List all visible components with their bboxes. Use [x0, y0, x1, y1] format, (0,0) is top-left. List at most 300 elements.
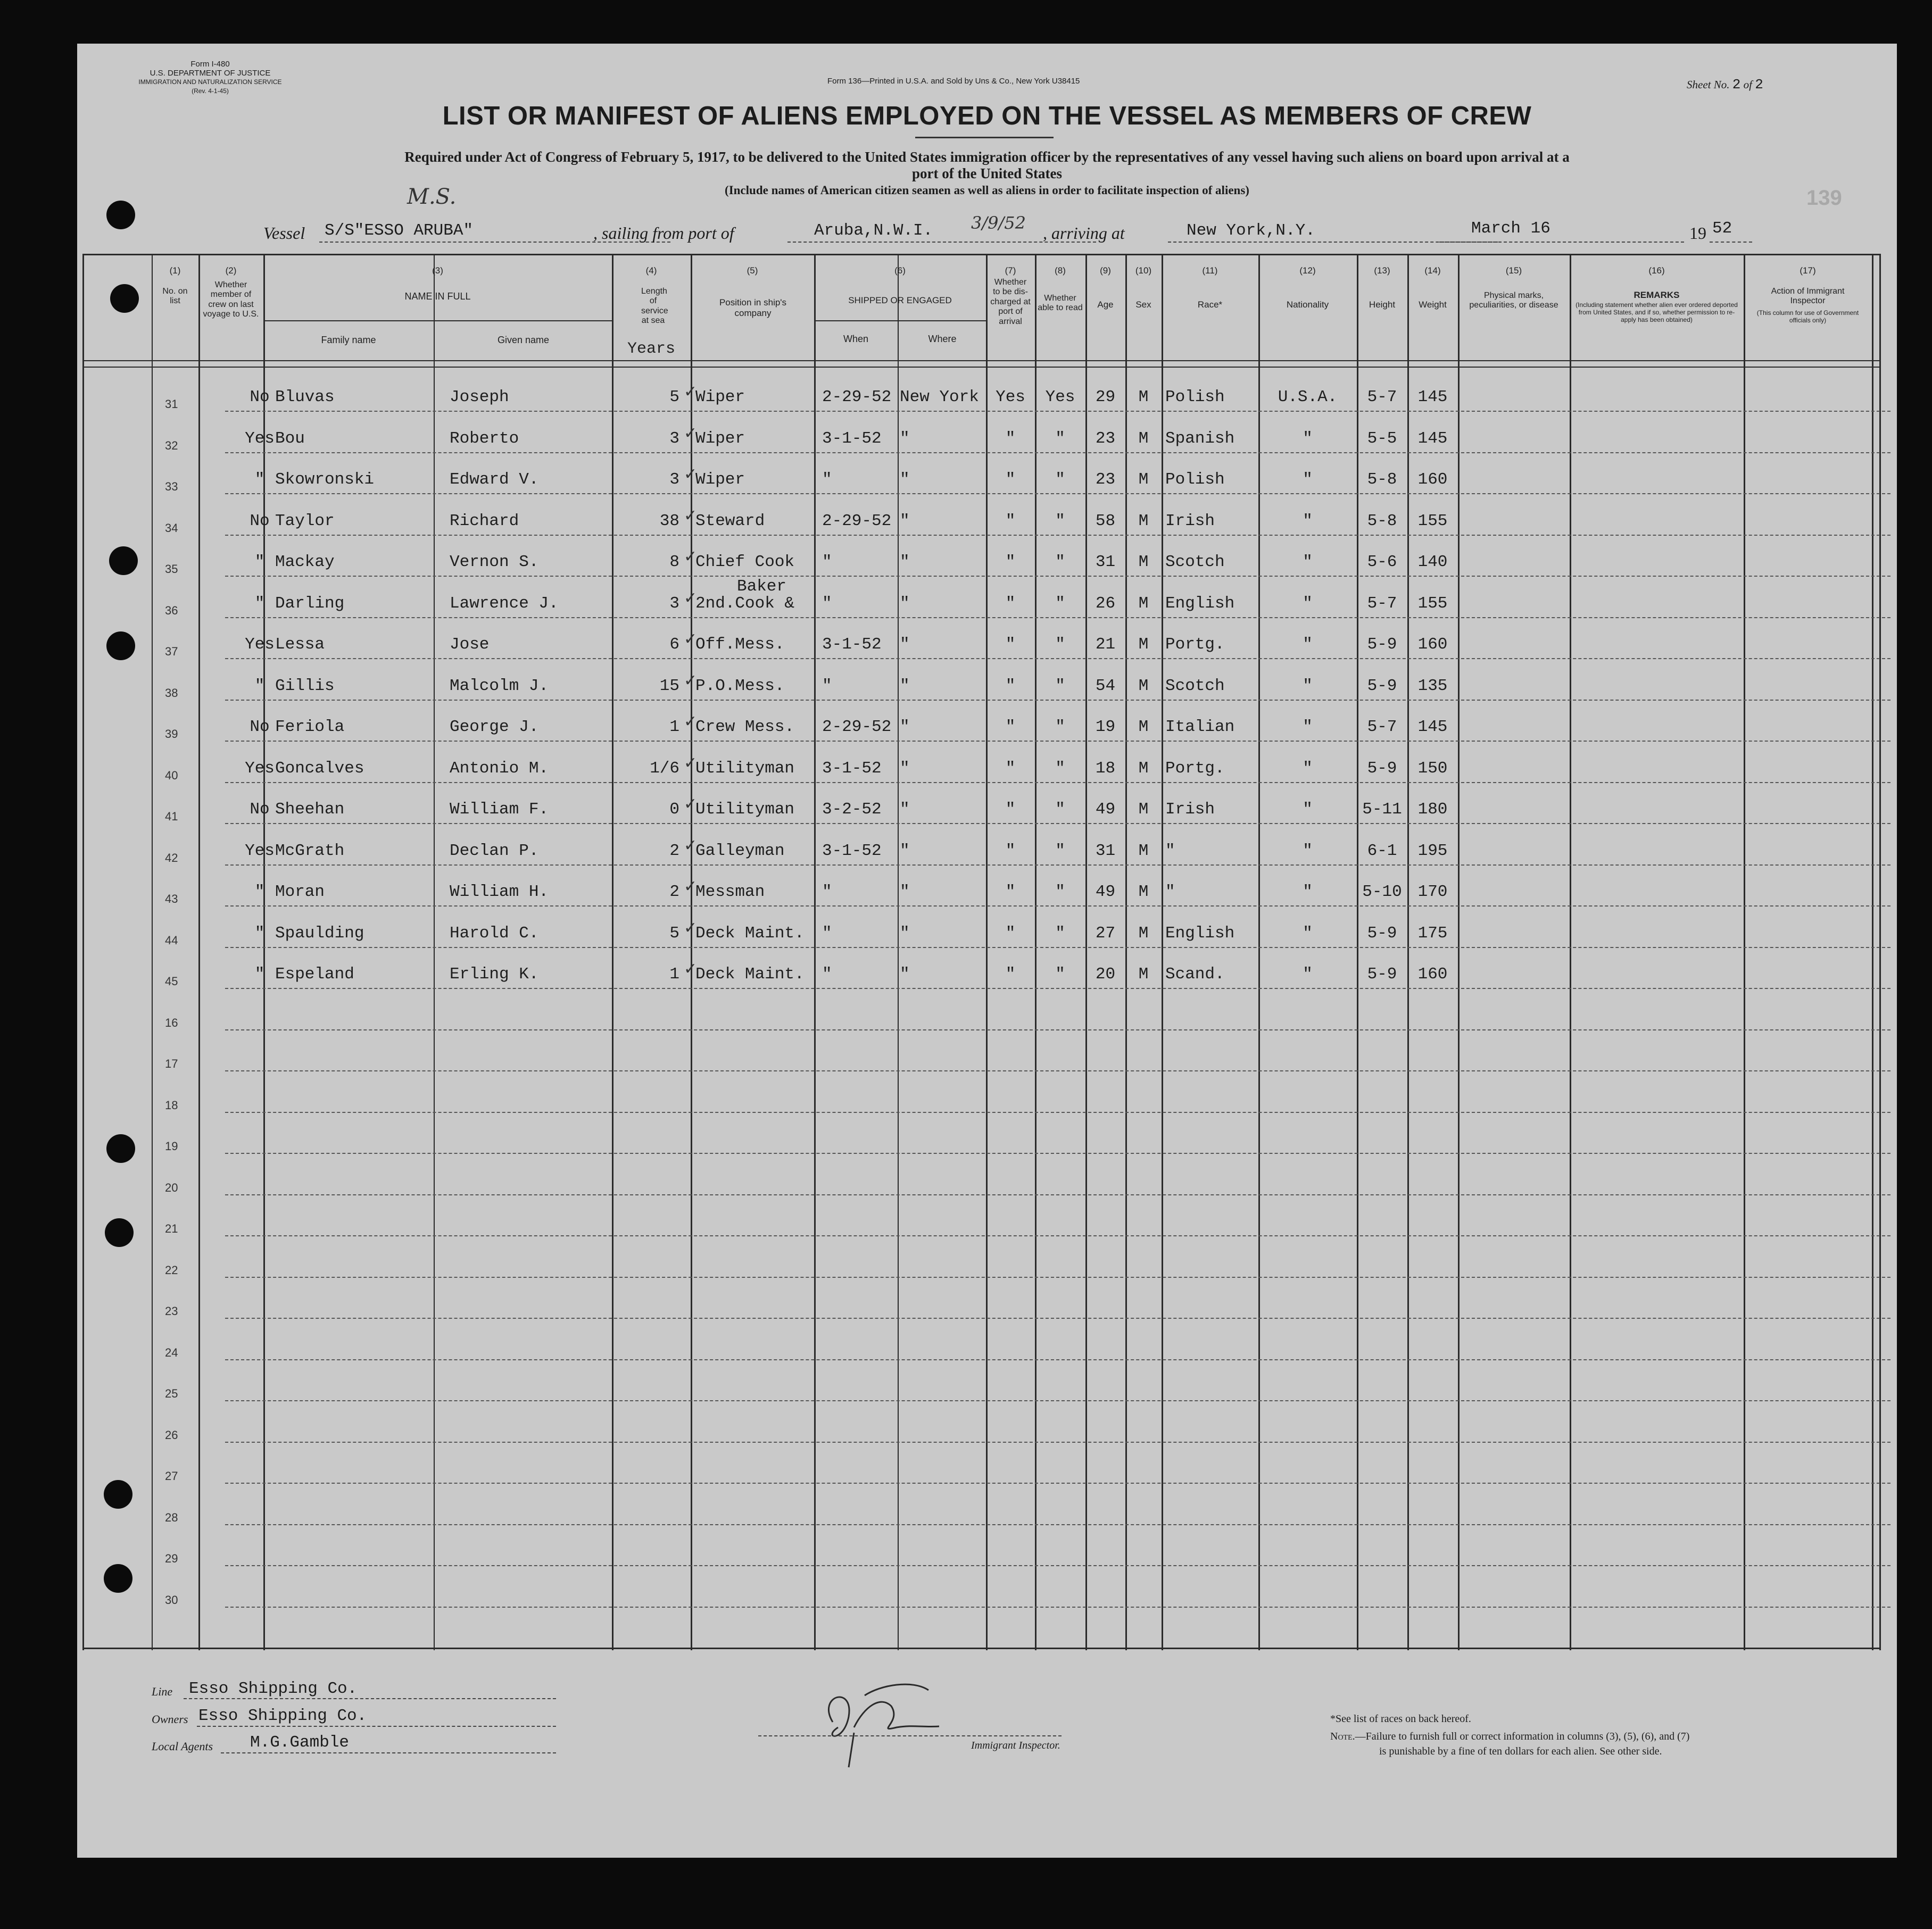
- row-separator: [225, 1400, 1890, 1401]
- cell-given: Jose: [450, 635, 490, 654]
- sheet-no: 2: [1732, 77, 1741, 93]
- agents-label: Local Agents: [152, 1740, 213, 1753]
- cell-years: 3: [669, 429, 679, 448]
- cell-nat: ": [1303, 553, 1313, 571]
- check-mark-icon: ✓: [684, 712, 698, 731]
- col-no: (1): [169, 265, 181, 276]
- check-mark-icon: ✓: [684, 753, 698, 772]
- service: IMMIGRATION AND NATURALIZATION SERVICE: [138, 78, 282, 86]
- cell-given: Richard: [450, 511, 519, 530]
- col-no: (6): [894, 265, 906, 276]
- cell-given: Declan P.: [450, 841, 539, 860]
- cell-read: ": [1055, 841, 1065, 860]
- form-corner: [130, 60, 290, 96]
- cell-age: 26: [1095, 594, 1116, 613]
- handwritten-ms: M.S.: [407, 185, 457, 209]
- cell-weight: 160: [1417, 470, 1448, 489]
- cell-when: ": [822, 553, 832, 571]
- cell-race: Scotch: [1165, 676, 1225, 695]
- cell-where: ": [900, 676, 910, 695]
- cell-height: 5-6: [1367, 553, 1397, 571]
- line-number: 17: [165, 1057, 178, 1070]
- cell-read: ": [1055, 883, 1065, 901]
- cell-where: ": [900, 429, 910, 448]
- col-header-where: Where: [928, 334, 957, 344]
- cell-height: 5-10: [1362, 883, 1402, 901]
- row-separator: [225, 493, 1890, 494]
- cell-family: Taylor: [275, 511, 335, 530]
- cell-race: ": [1165, 841, 1175, 860]
- col-header-discharged: Whether to be dis-charged at port of arrival: [990, 278, 1031, 326]
- cell-given: Antonio M.: [450, 759, 549, 778]
- cell-family: Gillis: [275, 676, 335, 695]
- cell-sex: M: [1138, 841, 1149, 860]
- col-no: (16): [1648, 265, 1665, 276]
- cell-where: ": [900, 841, 910, 860]
- header-rule: [82, 367, 1881, 368]
- check-mark-icon: ✓: [684, 836, 698, 855]
- cell-read: ": [1055, 718, 1065, 736]
- punch-hole: [106, 201, 135, 229]
- vessel-label: Vessel: [263, 223, 305, 243]
- cell-sex: M: [1138, 759, 1149, 778]
- cell-prev: Yes: [245, 429, 275, 448]
- cell-nat: ": [1303, 924, 1313, 943]
- cell-age: 31: [1095, 553, 1116, 571]
- col-line: [1570, 254, 1571, 1650]
- col-line: [1085, 254, 1087, 1650]
- line-number: 43: [165, 892, 178, 905]
- table-top-border: [82, 254, 1881, 255]
- cell-age: 21: [1095, 635, 1116, 654]
- cell-race: Irish: [1165, 800, 1215, 819]
- col-line: [612, 254, 613, 1650]
- cell-prev: ": [254, 965, 265, 984]
- cell-family: Darling: [275, 594, 345, 613]
- arrival-date: March 16: [1471, 219, 1550, 238]
- cell-sex: M: [1138, 676, 1149, 695]
- col-line: [814, 254, 816, 1650]
- row-separator: [225, 617, 1890, 618]
- col-header-age: Age: [1097, 300, 1114, 310]
- owners-underline: [197, 1726, 556, 1727]
- check-mark-icon: ✓: [684, 877, 698, 896]
- col-line: [82, 254, 84, 1650]
- col-header-family-name: Family name: [321, 335, 376, 345]
- cell-where: ": [900, 470, 910, 489]
- cell-where: ": [900, 924, 910, 943]
- sailing-port: Aruba,N.W.I.: [814, 221, 933, 240]
- cell-when: 3-2-52: [822, 800, 882, 819]
- cell-years: 6: [669, 635, 679, 654]
- row-separator: [225, 1277, 1890, 1278]
- col-line: [1407, 254, 1409, 1650]
- cell-where: ": [900, 883, 910, 901]
- line-number: 42: [165, 851, 178, 864]
- col-header-remarks-note: (Including statement whether alien ever ordered deported from United States, and if so, whether permission to re-apply has been obtained): [1576, 301, 1738, 323]
- revision: (Rev. 4-1-45): [192, 87, 229, 95]
- cell-given: Harold C.: [450, 924, 539, 943]
- cell-nat: U.S.A.: [1278, 388, 1338, 406]
- row-separator: [225, 1235, 1890, 1236]
- col-header-inspector-note: (This column for use of Government officials only): [1756, 309, 1859, 324]
- cell-sex: M: [1138, 470, 1149, 489]
- cell-family: Spaulding: [275, 924, 364, 943]
- cell-when: ": [822, 594, 832, 613]
- check-mark-icon: ✓: [684, 795, 698, 813]
- subtitle-line-1: Required under Act of Congress of February 5, 1917, to be delivered to the United States immigration officer by the representatives of any vessel having such aliens on board upon arrival at a: [404, 149, 1570, 165]
- cell-when: 2-29-52: [822, 388, 892, 406]
- cell-family: Bou: [275, 429, 305, 448]
- col-line: [1879, 254, 1881, 1650]
- shipped-subheader-line: [814, 320, 986, 321]
- line-number: 41: [165, 810, 178, 823]
- inspector-underline: [758, 1735, 1062, 1736]
- col-no: (2): [225, 265, 237, 276]
- cell-where: ": [900, 965, 910, 984]
- row-separator: [225, 947, 1890, 948]
- cell-years: 2: [669, 841, 679, 860]
- cell-sex: M: [1138, 429, 1149, 448]
- cell-sex: M: [1138, 635, 1149, 654]
- subtitle-line-2: port of the United States: [912, 165, 1062, 181]
- col-header-when: When: [843, 334, 869, 344]
- cell-position: Wiper: [695, 470, 745, 489]
- row-separator: [225, 1565, 1890, 1566]
- row-separator: [225, 658, 1890, 659]
- cell-height: 5-9: [1367, 676, 1397, 695]
- col-header-race: Race*: [1197, 300, 1223, 310]
- col-no: (7): [1005, 265, 1016, 276]
- cell-race: Spanish: [1165, 429, 1235, 448]
- cell-position: Utilityman: [695, 800, 795, 819]
- cell-when: 3-1-52: [822, 841, 882, 860]
- cell-sex: M: [1138, 883, 1149, 901]
- cell-read: ": [1055, 511, 1065, 530]
- row-separator: [225, 741, 1890, 742]
- cell-position: Deck Maint.: [695, 965, 805, 984]
- row-separator: [225, 782, 1890, 783]
- cell-years: 0: [669, 800, 679, 819]
- cell-family: Mackay: [275, 553, 335, 571]
- date-underline: [1439, 242, 1684, 243]
- line-number: 34: [165, 521, 178, 535]
- cell-position-extra: Baker: [737, 577, 787, 596]
- row-separator: [225, 700, 1890, 701]
- col-no: (8): [1055, 265, 1066, 276]
- col-line: [898, 254, 899, 1650]
- col-line: [1258, 254, 1260, 1650]
- row-separator: [225, 1029, 1890, 1030]
- line-number: 31: [165, 397, 178, 411]
- col-no: (10): [1135, 265, 1152, 276]
- cell-height: 5-9: [1367, 965, 1397, 984]
- cell-height: 5-5: [1367, 429, 1397, 448]
- manifest-sheet: [77, 44, 1897, 1858]
- cell-years: 8: [669, 553, 679, 571]
- cell-family: McGrath: [275, 841, 345, 860]
- table-bottom-border: [82, 1648, 1881, 1649]
- cell-weight: 155: [1417, 511, 1448, 530]
- col-header-years: Years: [627, 340, 675, 358]
- cell-given: Joseph: [450, 388, 509, 406]
- line-number: 44: [165, 933, 178, 947]
- row-separator: [225, 411, 1890, 412]
- cell-weight: 160: [1417, 965, 1448, 984]
- col-header-remarks: REMARKS: [1634, 290, 1680, 300]
- col-header-sex: Sex: [1135, 300, 1151, 310]
- col-header-length-of-service: Length of service at sea: [641, 287, 668, 326]
- cell-prev: ": [254, 883, 265, 901]
- note-label: Note.: [1330, 1731, 1355, 1742]
- cell-weight: 160: [1417, 635, 1448, 654]
- cell-age: 19: [1095, 718, 1116, 736]
- arriving-label: , arriving at: [1043, 223, 1125, 243]
- line-number: 40: [165, 768, 178, 782]
- col-header-physical-marks: Physical marks, peculiarities, or disease: [1469, 291, 1558, 310]
- line-number: 35: [165, 562, 178, 576]
- date-note: 3/9/52: [971, 213, 1026, 233]
- inspector-label: Immigrant Inspector.: [971, 1740, 1060, 1751]
- cell-weight: 180: [1417, 800, 1448, 819]
- cell-when: ": [822, 924, 832, 943]
- cell-read: ": [1055, 635, 1065, 654]
- row-separator: [225, 535, 1890, 536]
- owners-value: Esso Shipping Co.: [198, 1707, 367, 1725]
- cell-disch: ": [1005, 594, 1016, 613]
- cell-years: 15: [659, 676, 679, 695]
- cell-given: William H.: [450, 883, 549, 901]
- cell-position: Wiper: [695, 429, 745, 448]
- cell-read: ": [1055, 676, 1065, 695]
- cell-age: 49: [1095, 883, 1116, 901]
- sheet-total: 2: [1755, 77, 1763, 93]
- check-mark-icon: ✓: [684, 630, 698, 648]
- cell-years: 1: [669, 718, 679, 736]
- check-mark-icon: ✓: [684, 506, 698, 525]
- cell-sex: M: [1138, 718, 1149, 736]
- line-number: 19: [165, 1140, 178, 1153]
- line-number: 45: [165, 975, 178, 988]
- cell-age: 54: [1095, 676, 1116, 695]
- line-number: 37: [165, 645, 178, 658]
- line-number: 36: [165, 603, 178, 617]
- cell-read: ": [1055, 965, 1065, 984]
- cell-weight: 135: [1417, 676, 1448, 695]
- cell-disch: ": [1005, 429, 1016, 448]
- cell-years: 1: [669, 965, 679, 984]
- col-no: (3): [432, 265, 443, 276]
- line-number: 33: [165, 480, 178, 493]
- cell-given: Erling K.: [450, 965, 539, 984]
- cell-years: 1/6: [650, 759, 679, 778]
- col-line: [1357, 254, 1358, 1650]
- col-line: [1872, 254, 1873, 1650]
- cell-nat: ": [1303, 676, 1313, 695]
- cell-weight: 195: [1417, 841, 1448, 860]
- cell-disch: Yes: [996, 388, 1025, 406]
- col-line: [986, 254, 988, 1650]
- cell-position: Deck Maint.: [695, 924, 805, 943]
- cell-height: 5-9: [1367, 924, 1397, 943]
- cell-age: 23: [1095, 429, 1116, 448]
- cell-prev: No: [250, 388, 270, 406]
- cell-sex: M: [1138, 388, 1149, 406]
- col-no: (13): [1374, 265, 1390, 276]
- cell-disch: ": [1005, 883, 1016, 901]
- agents-underline: [221, 1752, 556, 1753]
- cell-nat: ": [1303, 965, 1313, 984]
- cell-age: 49: [1095, 800, 1116, 819]
- col-line: [1744, 254, 1745, 1650]
- cell-position: Crew Mess.: [695, 718, 795, 736]
- cell-position: Utilityman: [695, 759, 795, 778]
- cell-disch: ": [1005, 924, 1016, 943]
- row-separator: [225, 576, 1890, 577]
- cell-height: 5-9: [1367, 635, 1397, 654]
- cell-race: Scotch: [1165, 553, 1225, 571]
- cell-when: 3-1-52: [822, 429, 882, 448]
- line-number: 23: [165, 1304, 178, 1318]
- col-header-height: Height: [1369, 300, 1396, 310]
- row-separator: [225, 1070, 1890, 1071]
- cell-position: 2nd.Cook &: [695, 594, 795, 613]
- line-number: 22: [165, 1263, 178, 1277]
- cell-read: ": [1055, 800, 1065, 819]
- cell-where: ": [900, 759, 910, 778]
- cell-race: Scand.: [1165, 965, 1225, 984]
- cell-disch: ": [1005, 965, 1016, 984]
- cell-where: ": [900, 800, 910, 819]
- row-separator: [225, 1359, 1890, 1360]
- cell-age: 23: [1095, 470, 1116, 489]
- cell-sex: M: [1138, 800, 1149, 819]
- line-value: Esso Shipping Co.: [189, 1679, 358, 1698]
- race-note: *See list of races on back hereof.: [1330, 1713, 1471, 1725]
- col-header-shipped: SHIPPED OR ENGAGED: [848, 295, 952, 305]
- cell-years: 5: [669, 924, 679, 943]
- owners-label: Owners: [152, 1712, 188, 1726]
- subtitle-note: (Include names of American citizen seamen as well as aliens in order to facilitate inspection of aliens): [725, 184, 1249, 197]
- cell-family: Feriola: [275, 718, 345, 736]
- col-header-last-voyage: Whether member of crew on last voyage to U.S.: [203, 280, 259, 319]
- col-no: (9): [1100, 265, 1111, 276]
- cell-height: 5-8: [1367, 470, 1397, 489]
- col-header-name-in-full: NAME IN FULL: [404, 291, 471, 302]
- cell-disch: ": [1005, 635, 1016, 654]
- line-label: Line: [152, 1685, 173, 1698]
- vessel-name: S/S"ESSO ARUBA": [325, 221, 474, 240]
- cell-nat: ": [1303, 470, 1313, 489]
- sheet-number: [1687, 77, 1763, 93]
- row-separator: [225, 905, 1890, 907]
- cell-prev: Yes: [245, 759, 275, 778]
- row-separator: [225, 988, 1890, 989]
- cell-disch: ": [1005, 470, 1016, 489]
- cell-disch: ": [1005, 800, 1016, 819]
- row-separator: [225, 452, 1890, 453]
- cell-nat: ": [1303, 635, 1313, 654]
- col-line: [152, 254, 153, 1650]
- col-no: (12): [1299, 265, 1316, 276]
- sheet-label: Sheet No.: [1687, 78, 1730, 91]
- cell-weight: 145: [1417, 388, 1448, 406]
- col-line: [1458, 254, 1460, 1650]
- cell-age: 58: [1095, 511, 1116, 530]
- cell-years: 3: [669, 470, 679, 489]
- col-header-position: Position in ship's company: [719, 297, 787, 318]
- cell-where: ": [900, 594, 910, 613]
- row-separator: [225, 1442, 1890, 1443]
- cell-nat: ": [1303, 759, 1313, 778]
- cell-disch: ": [1005, 676, 1016, 695]
- cell-age: 29: [1095, 388, 1116, 406]
- row-separator: [225, 1483, 1890, 1484]
- line-number: 24: [165, 1345, 178, 1359]
- manifest-table: [82, 254, 1881, 1650]
- col-line: [1125, 254, 1127, 1650]
- cell-family: Lessa: [275, 635, 325, 654]
- printer-line: Form 136—Printed in U.S.A. and Sold by Uns & Co., New York U38415: [827, 77, 1080, 86]
- cell-weight: 140: [1417, 553, 1448, 571]
- check-mark-icon: ✓: [684, 383, 698, 401]
- row-separator: [225, 1112, 1890, 1113]
- department: U.S. DEPARTMENT OF JUSTICE: [150, 69, 271, 78]
- col-header-able-to-read: Whether able to read: [1038, 294, 1083, 313]
- cell-height: 5-7: [1367, 594, 1397, 613]
- cell-read: ": [1055, 924, 1065, 943]
- col-line: [263, 254, 265, 1650]
- row-separator: [225, 1153, 1890, 1154]
- title-underline: [915, 137, 1054, 138]
- col-no: (11): [1202, 265, 1218, 276]
- cell-read: ": [1055, 594, 1065, 613]
- line-number: 29: [165, 1552, 178, 1565]
- cell-position: Wiper: [695, 388, 745, 406]
- line-number: 16: [165, 1016, 178, 1029]
- col-no: (4): [645, 265, 657, 276]
- line-number: 30: [165, 1593, 178, 1607]
- line-number: 38: [165, 686, 178, 700]
- cell-weight: 150: [1417, 759, 1448, 778]
- cell-age: 31: [1095, 841, 1116, 860]
- row-separator: [225, 1524, 1890, 1525]
- cell-prev: No: [250, 800, 270, 819]
- cell-race: Italian: [1165, 718, 1235, 736]
- cell-position: Messman: [695, 883, 765, 901]
- cell-height: 5-8: [1367, 511, 1397, 530]
- year: 52: [1712, 219, 1732, 238]
- col-line: [1162, 254, 1163, 1650]
- cell-prev: ": [254, 676, 265, 695]
- failure-note: [1330, 1729, 1689, 1759]
- check-mark-icon: ✓: [684, 465, 698, 484]
- cell-nat: ": [1303, 511, 1313, 530]
- cell-where: New York: [900, 388, 979, 406]
- cell-weight: 155: [1417, 594, 1448, 613]
- sheet-of-label: of: [1743, 78, 1752, 91]
- cell-nat: ": [1303, 718, 1313, 736]
- cell-race: English: [1165, 924, 1235, 943]
- cell-family: Goncalves: [275, 759, 364, 778]
- cell-race: English: [1165, 594, 1235, 613]
- cell-sex: M: [1138, 594, 1149, 613]
- check-mark-icon: ✓: [684, 547, 698, 566]
- cell-disch: ": [1005, 511, 1016, 530]
- row-separator: [225, 823, 1890, 824]
- cell-disch: ": [1005, 553, 1016, 571]
- cell-years: 2: [669, 883, 679, 901]
